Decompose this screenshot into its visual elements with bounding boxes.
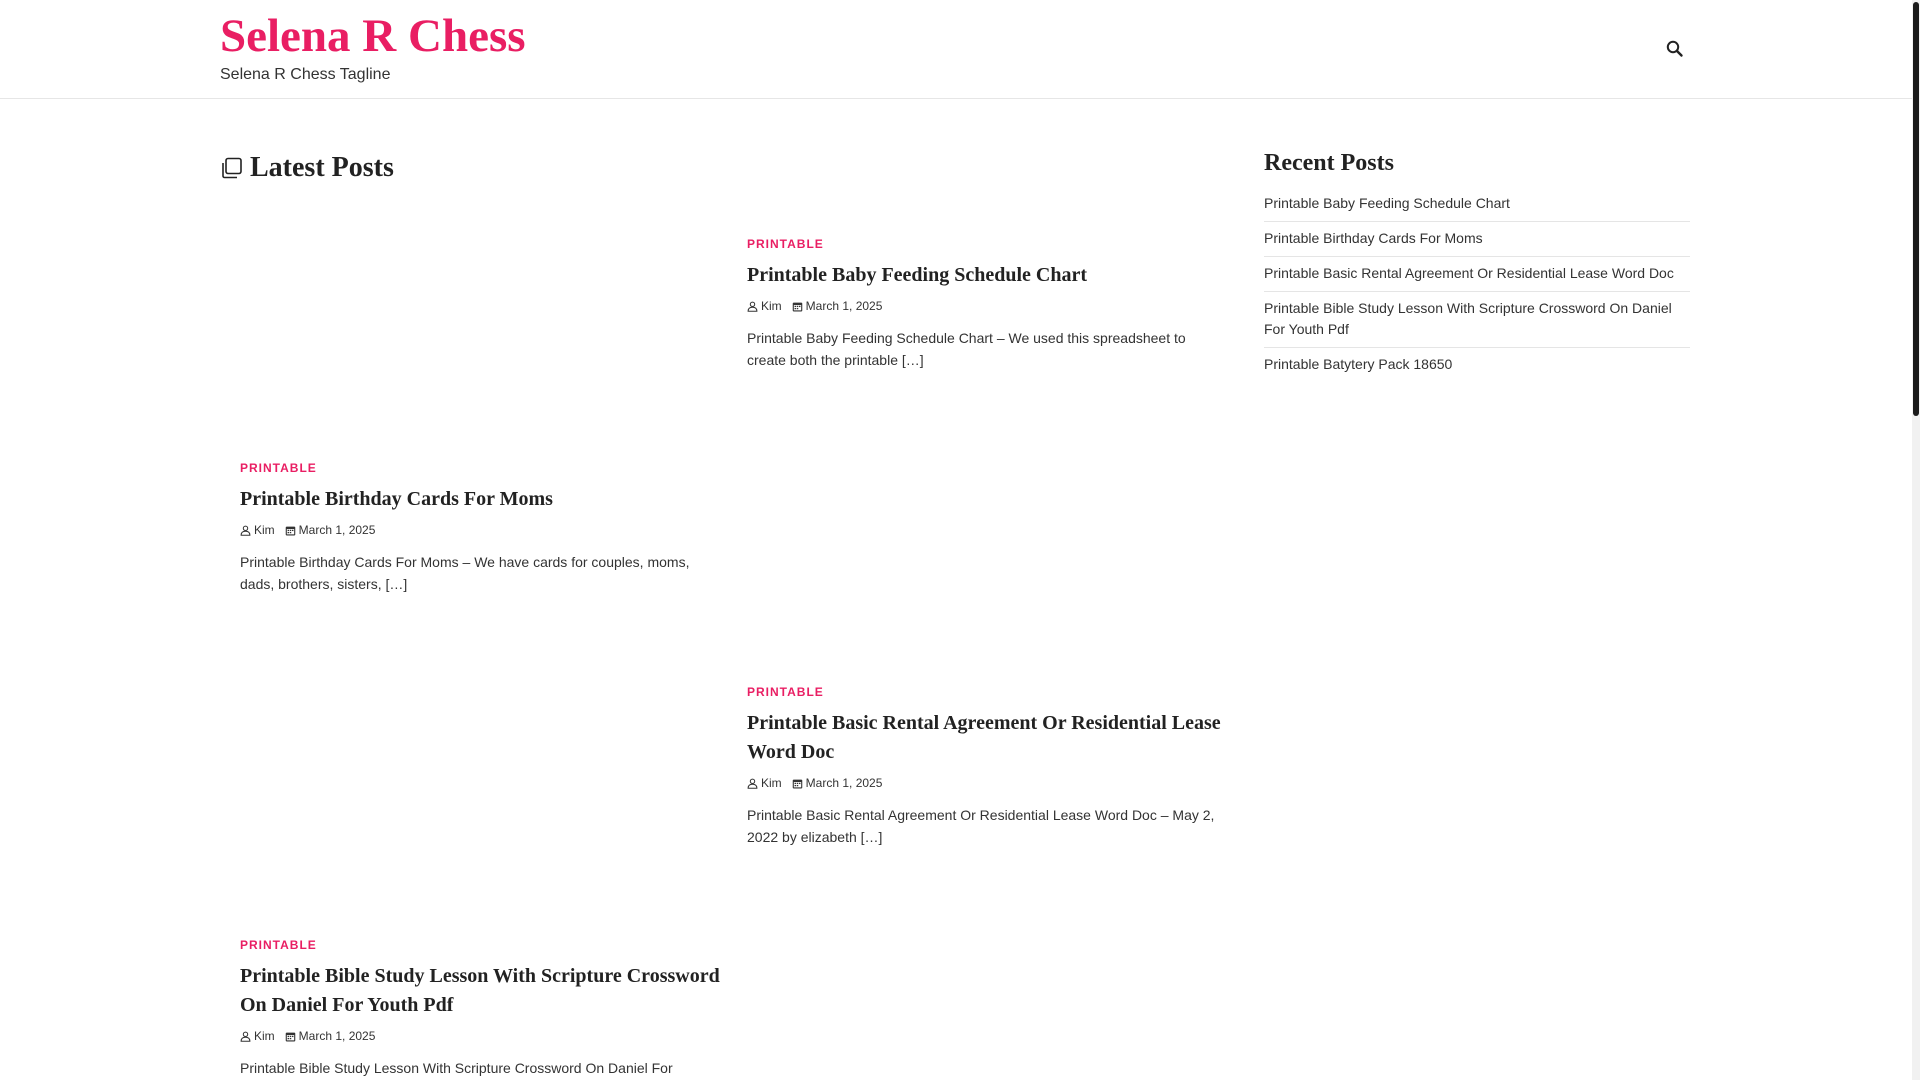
- post-author-name: Kim: [254, 523, 275, 537]
- calendar-icon: [792, 778, 803, 789]
- calendar-icon: [285, 525, 296, 536]
- site-tagline: Selena R Chess Tagline: [220, 66, 391, 83]
- post-excerpt: Printable Baby Feeding Schedule Chart – We used this spreadsheet to create both the printable […]: [747, 330, 1186, 368]
- user-icon: [747, 301, 758, 312]
- post-excerpt: Printable Bible Study Lesson With Scripture Crossword On Daniel For: [240, 1060, 673, 1076]
- site-title-link[interactable]: Selena R Chess: [220, 10, 526, 62]
- post-date[interactable]: [285, 1029, 376, 1043]
- post-category-link[interactable]: PRINTABLE: [747, 685, 824, 699]
- post-date[interactable]: [792, 299, 883, 313]
- post-card: [240, 938, 720, 1079]
- post-category-link[interactable]: PRINTABLE: [747, 237, 824, 251]
- post-title-link[interactable]: Printable Baby Feeding Schedule Chart: [747, 264, 1088, 286]
- page-scrollbar[interactable]: [1912, 0, 1920, 1080]
- post-author[interactable]: [747, 776, 782, 790]
- post-card: [240, 461, 720, 595]
- post-card: [747, 685, 1227, 848]
- site-header: [0, 0, 1912, 99]
- post-author[interactable]: [240, 523, 275, 537]
- recent-posts-list: [1264, 187, 1690, 382]
- recent-post-link[interactable]: Printable Bible Study Lesson With Scripture Crossword On Daniel For Youth Pdf: [1264, 292, 1690, 348]
- post-meta: [747, 776, 1227, 790]
- post-author-name: Kim: [761, 299, 782, 313]
- post-title-link[interactable]: Printable Birthday Cards For Moms: [240, 488, 553, 510]
- post-title-link[interactable]: Printable Bible Study Lesson With Scripture Crossword On Daniel For Youth Pdf: [240, 965, 720, 1016]
- post-date[interactable]: [792, 776, 883, 790]
- post-title-link[interactable]: Printable Basic Rental Agreement Or Residential Lease Word Doc: [747, 712, 1221, 763]
- recent-post-link[interactable]: Printable Basic Rental Agreement Or Residential Lease Word Doc: [1264, 257, 1690, 292]
- post-meta: [240, 1029, 720, 1043]
- post-date-text: March 1, 2025: [805, 299, 883, 313]
- post-meta: [240, 523, 720, 537]
- recent-post-link[interactable]: Printable Batytery Pack 18650: [1264, 356, 1453, 372]
- post-excerpt: Printable Birthday Cards For Moms – We have cards for couples, moms, dads, brothers, sisters, […]: [240, 554, 690, 592]
- copy-icon: [220, 156, 244, 180]
- user-icon: [240, 525, 251, 536]
- post-card: [747, 237, 1227, 371]
- post-date-text: March 1, 2025: [298, 523, 376, 537]
- latest-posts-heading: [220, 152, 394, 184]
- recent-post-link[interactable]: Printable Birthday Cards For Moms: [1264, 222, 1690, 257]
- post-category-link[interactable]: PRINTABLE: [240, 461, 317, 475]
- calendar-icon: [285, 1031, 296, 1042]
- post-author[interactable]: [240, 1029, 275, 1043]
- post-date-text: March 1, 2025: [805, 776, 883, 790]
- page-title: Latest Posts: [250, 152, 394, 183]
- search-icon[interactable]: [1664, 38, 1686, 60]
- post-excerpt: Printable Basic Rental Agreement Or Residential Lease Word Doc – May 2, 2022 by elizabeth […]: [747, 807, 1215, 845]
- post-date[interactable]: [285, 523, 376, 537]
- user-icon: [240, 1031, 251, 1042]
- recent-post-link[interactable]: Printable Baby Feeding Schedule Chart: [1264, 187, 1690, 222]
- post-author-name: Kim: [761, 776, 782, 790]
- user-icon: [747, 778, 758, 789]
- post-meta: [747, 299, 1227, 313]
- calendar-icon: [792, 301, 803, 312]
- sidebar: [1264, 150, 1690, 382]
- post-author[interactable]: [747, 299, 782, 313]
- post-date-text: March 1, 2025: [298, 1029, 376, 1043]
- scrollbar-thumb[interactable]: [1913, 2, 1919, 416]
- recent-posts-heading: Recent Posts: [1264, 150, 1394, 176]
- post-author-name: Kim: [254, 1029, 275, 1043]
- post-category-link[interactable]: PRINTABLE: [240, 938, 317, 952]
